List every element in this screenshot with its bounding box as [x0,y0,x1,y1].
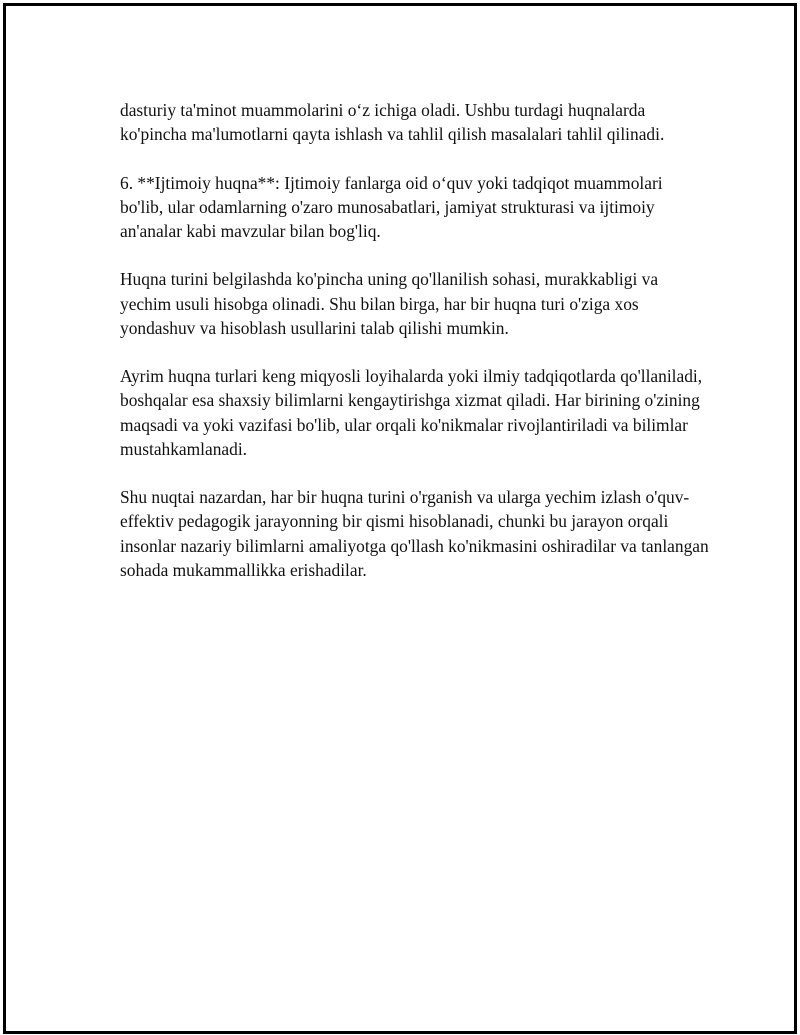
paragraph-4: Ayrim huqna turlari keng miqyosli loyihalarda yoki ilmiy tadqiqotlarda qo'llaniladi, boshqalar esa shaxsiy bilimlarni kengaytirishga xizmat qiladi. Har birining o'zining maqsadi va yoki vazifasi bo'lib, ular orqali ko'nikmalar rivojlantiriladi va bilimlar mustahkamlanadi. [120,366,703,459]
paragraph-5: Shu nuqtai nazardan, har bir huqna turini o'rganish va ularga yechim izlash o'quv-effektiv pedagogik jarayonning bir qismi hisoblanadi, chunki bu jarayon orqali insonlar nazariy bilimlarni amaliyotga qo'llash ko'nikmasini oshiradilar va tanlangan sohada mukammallikka erishadilar. [120,487,709,580]
document-page [3,3,797,1034]
paragraph-2: 6. **Ijtimoiy huqna**: Ijtimoiy fanlarga oid o‘quv yoki tadqiqot muammolari bo'lib, ular odamlarning o'zaro munosabatlari, jamiyat strukturasi va ijtimoiy an'analar kabi mavzular bilan bog'liq. [120,172,663,241]
paragraph-1: dasturiy ta'minot muammolarini o‘z ichiga oladi. Ushbu turdagi huqnalarda ko'pincha ma'lumotlarni qayta ishlash va tahlil qilish masalalari tahlil qilinadi. [120,100,665,145]
document-body [120,98,710,582]
paragraph-3: Huqna turini belgilashda ko'pincha uning qo'llanilish sohasi, murakkabligi va yechim usuli hisobga olinadi. Shu bilan birga, har bir huqna turi o'ziga xos yondashuv va hisoblash usullarini talab qilishi mumkin. [120,269,659,338]
